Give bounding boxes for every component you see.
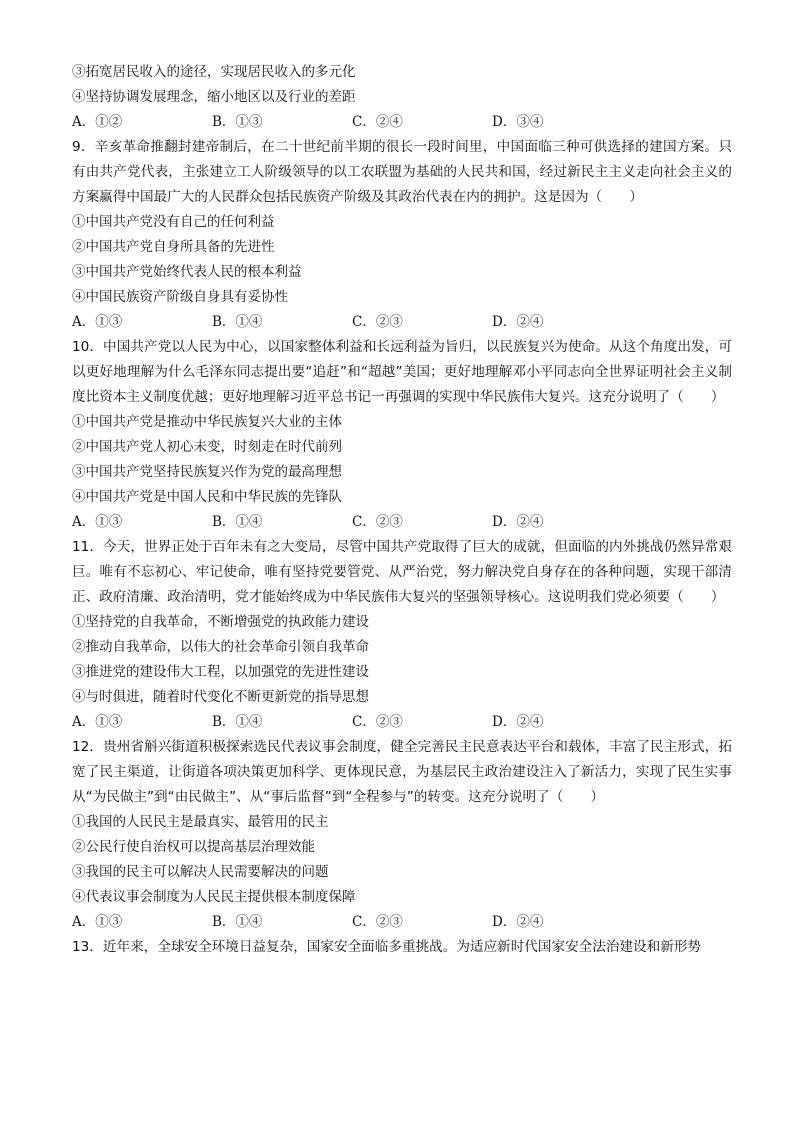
question-9-item-4: ④中国民族资产阶级自身具有妥协性	[72, 289, 288, 305]
option-d: D．②④	[492, 714, 544, 730]
question-12-item-4: ④代表议事会制度为人民民主提供根本制度保障	[72, 889, 356, 905]
question-12-item-3: ③我国的民主可以解决人民需要解决的问题	[72, 864, 329, 880]
option-d: D．②④	[492, 914, 544, 930]
question-10-item-4: ④中国共产党是中国人民和中华民族的先锋队	[72, 489, 342, 505]
question-9-options	[72, 310, 732, 335]
question-12-options	[72, 910, 732, 935]
question-9-item-1: ①中国共产党没有自己的任何利益	[72, 214, 275, 230]
option-c: C．②③	[352, 914, 403, 930]
question-9-item-3: ③中国共产党始终代表人民的根本利益	[72, 264, 302, 280]
question-12	[72, 735, 732, 935]
question-10-options	[72, 510, 732, 535]
question-10-item-2: ②中国共产党人初心未变，时刻走在时代前列	[72, 439, 342, 455]
question-12-stem: 12．贵州省斛兴街道积极探索选民代表议事会制度，健全完善民主民意表达平台和载体，丰富了民主形式，拓宽了民主渠道，让街道各项决策更加科学、更体现民意，为基层民主政治建设注入了新活力，实现了民生实事从“为民做主”到“由民做主”、从“事后监督”到“全程参与”的转变。这充分说明了（ ）	[72, 739, 732, 805]
question-8-options	[72, 110, 732, 135]
question-9	[72, 135, 732, 335]
option-a: A．①③	[72, 914, 123, 930]
option-a: A．①②	[72, 114, 123, 130]
question-11-item-1: ①坚持党的自我革命，不断增强党的执政能力建设	[72, 614, 369, 630]
question-13	[72, 935, 732, 960]
option-b: B．①④	[212, 314, 263, 330]
question-12-item-1: ①我国的人民民主是最真实、最管用的民主	[72, 814, 329, 830]
question-11-item-2: ②推动自我革命，以伟大的社会革命引领自我革命	[72, 639, 369, 655]
question-11-stem: 11．今天，世界正处于百年未有之大变局，尽管中国共产党取得了巨大的成就，但面临的内外挑战仍然异常艰巨。唯有不忘初心、牢记使命，唯有坚持党要管党、从严治党，努力解决党自身存在的各种问题，实现干部清正、政府清廉、政治清明，党才能始终成为中华民族伟大复兴的坚强领导核心。这说明我们党必须要（ ）	[72, 539, 732, 605]
question-13-stem: 13．近年来，全球安全环境日益复杂，国家安全面临多重挑战。为适应新时代国家安全法治建设和新形势	[72, 939, 702, 955]
option-c: C．②③	[352, 714, 403, 730]
question-11-item-3: ③推进党的建设伟大工程，以加强党的先进性建设	[72, 664, 369, 680]
option-d: D．②④	[492, 514, 544, 530]
question-8-item-4: ④坚持协调发展理念，缩小地区以及行业的差距	[72, 89, 356, 105]
option-d: D．③④	[492, 114, 544, 130]
option-d: D．②④	[492, 314, 544, 330]
option-c: C．②③	[352, 514, 403, 530]
page-content	[72, 60, 732, 960]
option-b: B．①④	[212, 514, 263, 530]
question-8-item-3: ③拓宽居民收入的途径，实现居民收入的多元化	[72, 64, 356, 80]
question-11-item-4: ④与时俱进，随着时代变化不断更新党的指导思想	[72, 689, 369, 705]
option-c: C．②④	[352, 114, 403, 130]
question-11	[72, 535, 732, 735]
question-10-item-1: ①中国共产党是推动中华民族复兴大业的主体	[72, 414, 342, 430]
question-10-stem: 10．中国共产党以人民为中心，以国家整体利益和长远利益为旨归，以民族复兴为使命。从这个角度出发，可以更好地理解为什么毛泽东同志提出要“追赶”和“超越”美国；更好地理解邓小平同志向全世界证明社会主义制度比资本主义制度优越；更好地理解习近平总书记一再强调的实现中华民族伟大复兴。这充分说明了（ ）	[72, 339, 732, 405]
option-b: B．①④	[212, 914, 263, 930]
option-b: B．①③	[212, 114, 263, 130]
question-8	[72, 60, 732, 135]
option-a: A．①③	[72, 514, 123, 530]
option-c: C．②③	[352, 314, 403, 330]
option-b: B．①④	[212, 714, 263, 730]
question-9-stem: 9．辛亥革命推翻封建帝制后，在二十世纪前半期的很长一段时间里，中国面临三种可供选择的建国方案。只有由共产党代表，主张建立工人阶级领导的以工农联盟为基础的人民共和国，经过新民主主义走向社会主义的方案赢得中国最广大的人民群众包括民族资产阶级及其政治代表在内的拥护。这是因为（ ）	[72, 139, 732, 205]
option-a: A．①③	[72, 314, 123, 330]
question-10	[72, 335, 732, 535]
question-12-item-2: ②公民行使自治权可以提高基层治理效能	[72, 839, 315, 855]
question-10-item-3: ③中国共产党坚持民族复兴作为党的最高理想	[72, 464, 342, 480]
option-a: A．①③	[72, 714, 123, 730]
question-11-options	[72, 710, 732, 735]
question-9-item-2: ②中国共产党自身所具备的先进性	[72, 239, 275, 255]
